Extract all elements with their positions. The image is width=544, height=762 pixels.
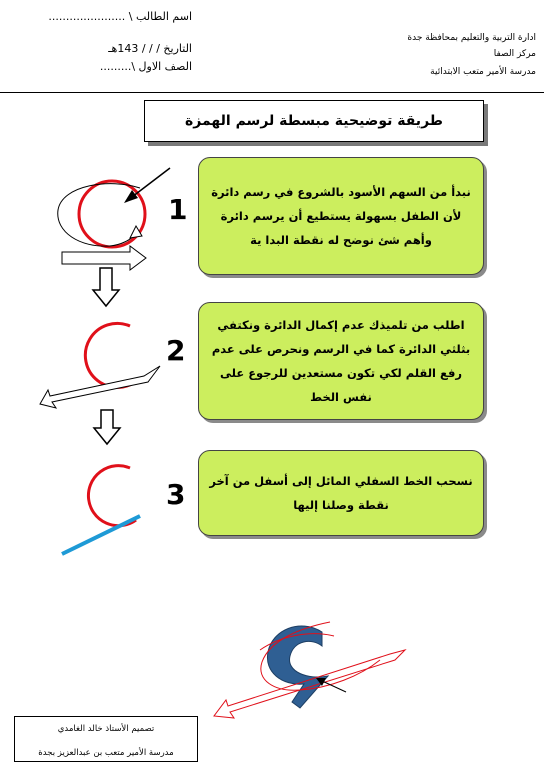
admin-name: ادارة التربية والتعليم بمحافظة جدة [407, 33, 536, 43]
page-title-text: طريقة توضيحية مبسطة لرسم الهمزة [185, 113, 443, 129]
student-name-field: اسم الطالب \ ...................... [48, 10, 192, 23]
school-name: مدرسة الأمير متعب الابتدائية [430, 67, 536, 77]
step-2-number: 2 [166, 334, 186, 367]
step-3-text: نسحب الخط السفلي المائل إلى أسفل من آخر نقطة وصلنا إليها [209, 474, 473, 512]
hamza-letter-icon [267, 626, 328, 708]
step-1-number: 1 [168, 193, 188, 226]
school-credit: مدرسة الأمير متعب بن عبدالعزيز بجدة [38, 748, 174, 758]
footer-credit [14, 716, 198, 762]
date-field: التاريخ / / / 143هـ [108, 42, 192, 55]
step-1-text: نبدأ من السهم الأسود بالشروع في رسم دائرة لأن الطفل بسهولة يستطيع أن يرسم دائرة وأهم شئ نوضح له نقطة البدا ية [211, 185, 471, 247]
center-name: مركز الصفا [493, 49, 536, 59]
step-3-number: 3 [166, 478, 186, 511]
grade-field: الصف الاول \......... [99, 60, 192, 73]
step-2-text: اطلب من تلميذك عدم إكمال الدائرة ونكتفي بثلثي الدائرة كما في الرسم ونحرص على عدم رفع القلم لكي تكون مستعدين للرجوع على نفس الخط [211, 318, 471, 404]
designer-credit: تصميم الأستاذ خالد الغامدي [57, 724, 155, 734]
